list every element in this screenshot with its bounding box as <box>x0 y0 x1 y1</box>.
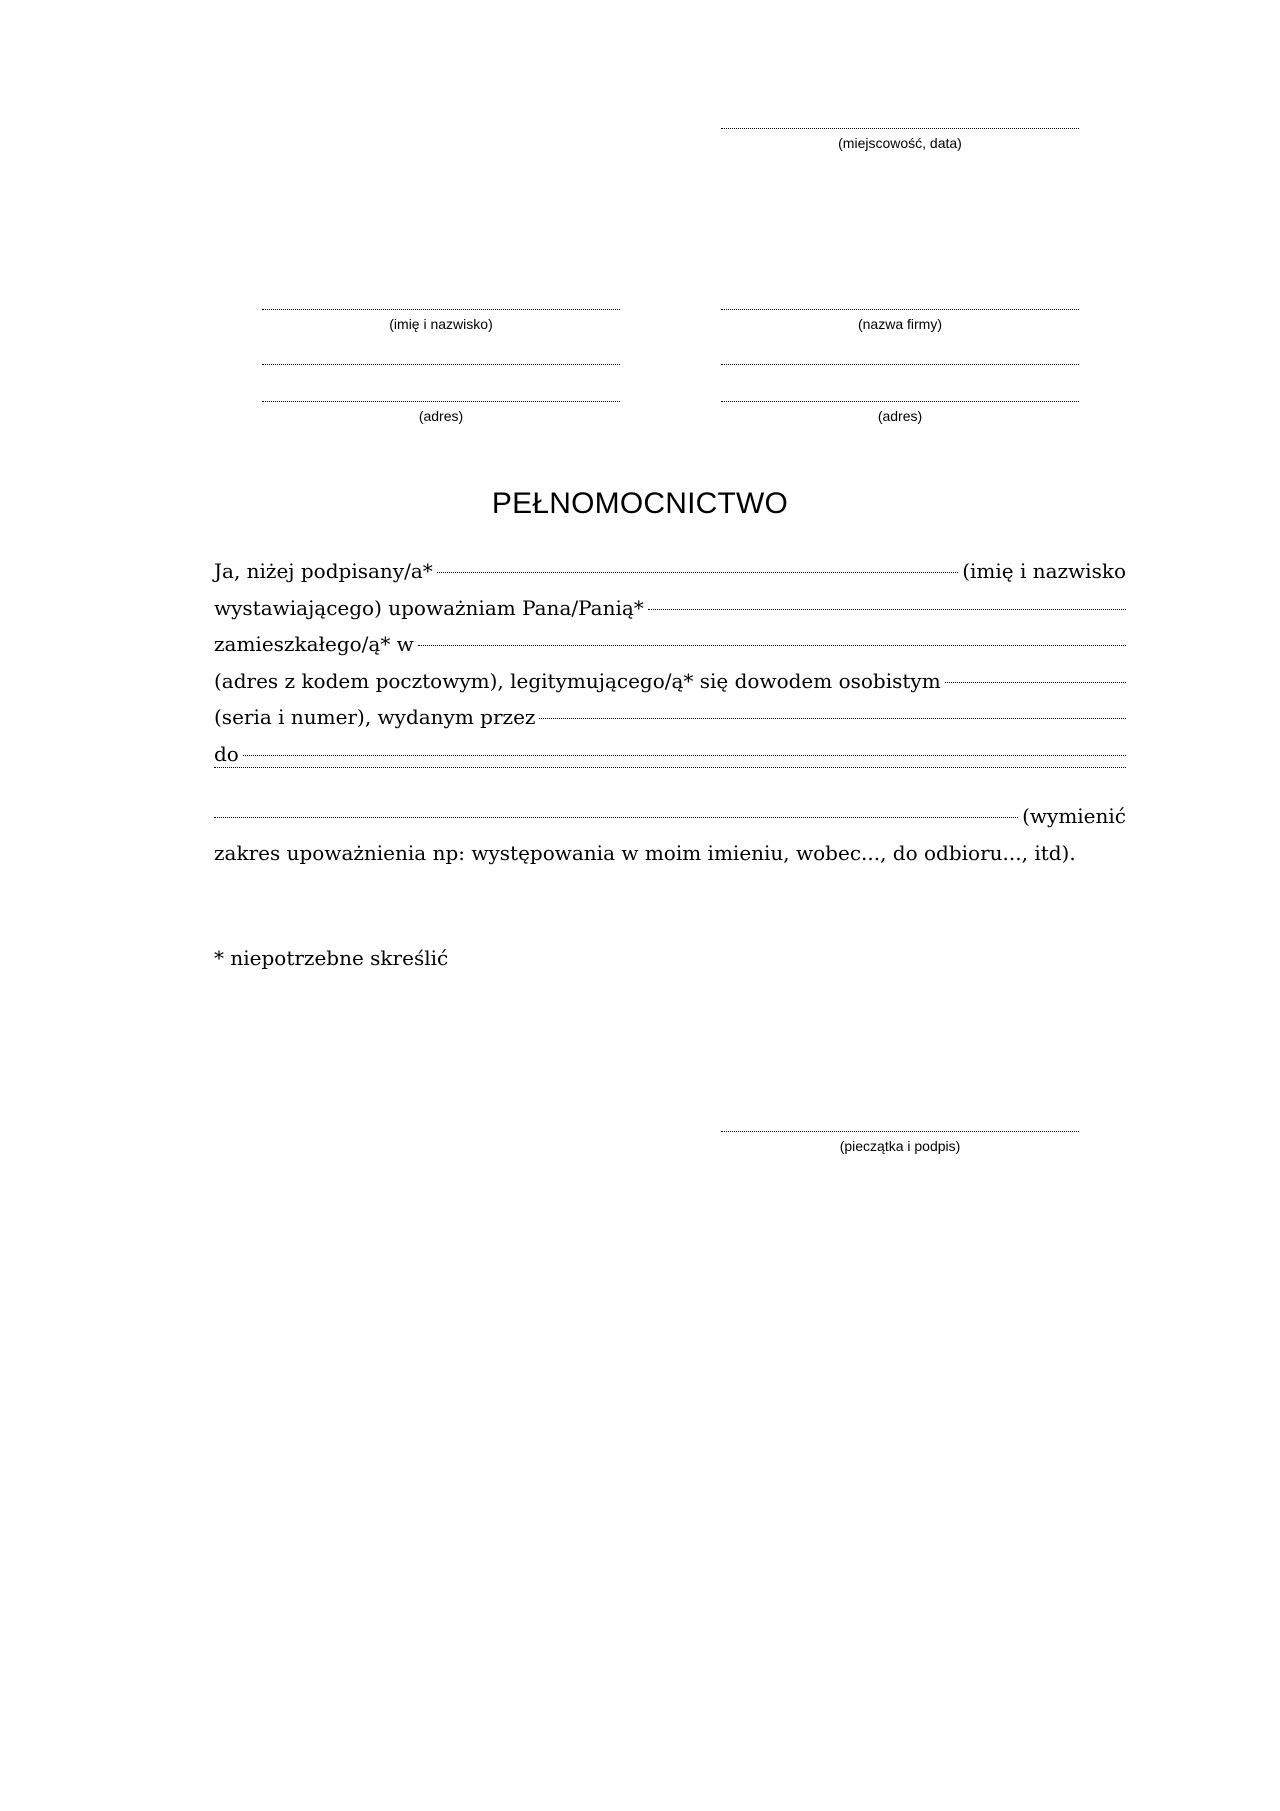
id-card-blank[interactable] <box>945 682 1126 683</box>
body-line-1: Ja, niżej podpisany/a* (imię i nazwisko <box>214 559 1126 583</box>
document-body <box>214 553 1126 871</box>
name-caption: (imię i nazwisko) <box>389 316 493 332</box>
footnote: * niepotrzebne skreślić <box>214 946 449 970</box>
company-line <box>721 309 1079 310</box>
left-address-field[interactable] <box>262 401 620 424</box>
place-date-caption: (miejscowość, data) <box>838 135 962 151</box>
right-address-line-1[interactable] <box>721 364 1079 365</box>
signature-caption: (pieczątka i podpis) <box>839 1138 961 1154</box>
right-address-caption: (adres) <box>877 408 923 424</box>
left-address-line-2 <box>262 401 620 402</box>
attorney-name-blank[interactable] <box>648 609 1126 610</box>
body-line-2: wystawiającego) upoważniam Pana/Panią* <box>214 590 1126 627</box>
body-line-7 <box>214 772 1126 798</box>
principal-name-blank[interactable] <box>437 572 958 573</box>
scope-blank-3[interactable] <box>214 817 1018 818</box>
company-caption: (nazwa firmy) <box>857 316 942 332</box>
name-field[interactable] <box>262 309 620 332</box>
scope-blank-2[interactable] <box>214 767 1126 768</box>
body-line-8: (wymienić <box>214 798 1126 835</box>
name-line <box>262 309 620 310</box>
right-address-line-2 <box>721 401 1079 402</box>
place-date-line <box>721 128 1079 129</box>
left-address-caption: (adres) <box>418 408 464 424</box>
body-line-5: (seria i numer), wydanym przez <box>214 699 1126 736</box>
place-date-field[interactable] <box>721 128 1079 151</box>
body-line-4: (adres z kodem pocztowym), legitymującego/ą* się dowodem osobistym <box>214 663 1126 700</box>
body-line-6: do <box>214 736 1126 773</box>
attorney-address-blank[interactable] <box>418 645 1126 646</box>
signature-field[interactable] <box>721 1131 1079 1154</box>
scope-blank-1[interactable] <box>243 755 1126 756</box>
document-title: PEŁNOMOCNICTWO <box>491 487 789 520</box>
company-field[interactable] <box>721 309 1079 332</box>
body-line-9: zakres upoważnienia np: występowania w moim imieniu, wobec..., do odbioru..., itd). <box>214 840 1076 865</box>
right-address-field[interactable] <box>721 401 1079 424</box>
left-address-line-1[interactable] <box>262 364 620 365</box>
body-line-3: zamieszkałego/ą* w <box>214 626 1126 663</box>
issued-by-blank[interactable] <box>539 718 1126 719</box>
signature-line <box>721 1131 1079 1132</box>
